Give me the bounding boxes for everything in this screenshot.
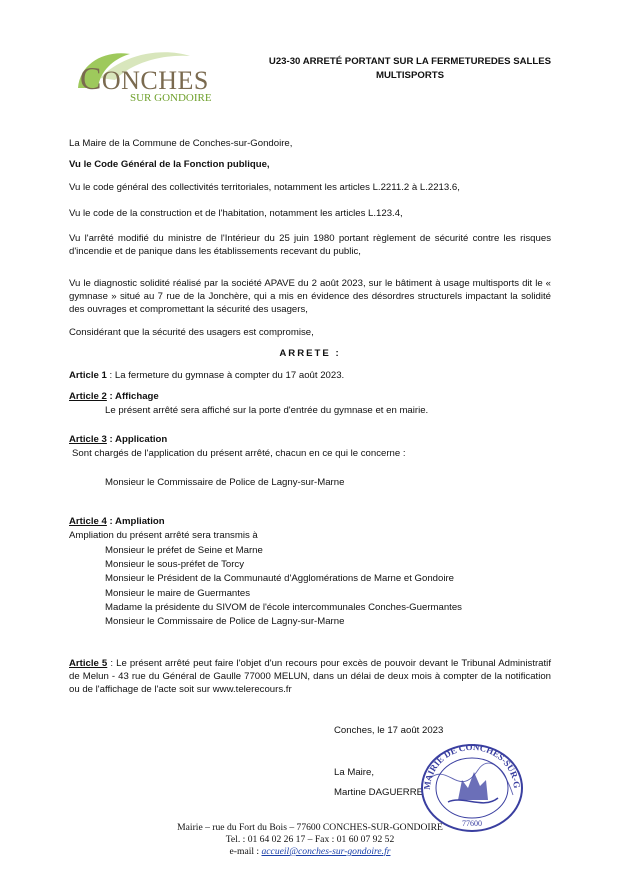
article-2-heading	[69, 390, 551, 403]
article-2-text: Le présent arrêté sera affiché sur la porte d'entrée du gymnase et en mairie.	[105, 405, 429, 416]
article-3-heading	[69, 433, 551, 446]
article-1-label: Article 1	[69, 370, 107, 381]
logo-initial: C	[80, 60, 102, 96]
considerant-3: Vu le code de la construction et de l'habitation, notamment les articles L.123.4,	[69, 208, 403, 219]
article-5-label: Article 5	[69, 658, 108, 669]
stamp-text: MAIRIE DE CONCHES-SUR-G	[421, 741, 523, 791]
article-1-text: : La fermeture du gymnase à compter du 17 août 2023.	[106, 370, 345, 381]
considerant-2: Vu le code général des collectivités territoriales, notamment les articles L.2211.2 à L.2213.6,	[69, 182, 460, 193]
article-4-label: Article 4	[69, 516, 107, 527]
article-3-recipient: Monsieur le Commissaire de Police de Lagny-sur-Marne	[105, 477, 345, 488]
stamp-code: 77600	[462, 819, 482, 828]
article-4-heading	[69, 515, 551, 528]
considerant-4: Vu l'arrêté modifié du ministre de l'Intérieur du 25 juin 1980 portant règlement de sécurité contre les risques d'incendie et de panique dans les établissements recevant du public,	[69, 233, 551, 257]
intro-text: La Maire de la Commune de Conches-sur-Gondoire,	[69, 138, 293, 149]
footer-email-label: e-mail :	[229, 846, 262, 857]
article-2-label: Article 2	[69, 391, 107, 402]
article-3-text: Sont chargés de l'application du présent arrêté, chacun en ce qui le concerne :	[72, 448, 406, 459]
article-4-title: : Ampliation	[106, 516, 165, 527]
footer-email-link[interactable]: accueil@conches-sur-gondoire.fr	[261, 846, 391, 857]
article-5-text: : Le présent arrêté peut faire l'objet d'un recours pour excès de pouvoir devant le Tribunal Administratif de Melun - 43 rue du Général de Gaulle 77000 MELUN, dans un délai de deux mois à compter de la notification ou de l'affichage de l'acte soit sur www.telerecours.fr	[69, 658, 551, 695]
footer-address: Mairie – rue du Fort du Bois – 77600 CONCHES-SUR-GONDOIRE	[177, 822, 443, 833]
considerant-6: Considérant que la sécurité des usagers est compromise,	[69, 327, 314, 338]
commune-logo	[70, 48, 230, 110]
considerant-5: Vu le diagnostic solidité réalisé par la société APAVE du 2 août 2023, sur le bâtiment à usage multisports dit le « gymnase » situé au 7 rue de la Jonchère, qui a mis en évidence des désordres structurels impactant la solidité des ouvrages et compromettant la sécurité des usagers,	[69, 278, 551, 315]
article-1	[69, 369, 551, 382]
signature-place-date: Conches, le 17 août 2023	[334, 725, 444, 736]
article-4-recipient-5: Madame la présidente du SIVOM de l'école intercommunales Conches-Guermantes	[105, 602, 462, 613]
article-5	[69, 657, 551, 696]
official-stamp	[418, 740, 526, 834]
article-4-recipient-1: Monsieur le préfet de Seine et Marne	[105, 545, 263, 556]
footer-email-line	[140, 846, 480, 858]
footer-phone: Tel. : 01 64 02 26 17 – Fax : 01 60 07 92 52	[225, 834, 395, 845]
article-4-recipient-2: Monsieur le sous-préfet de Torcy	[105, 559, 244, 570]
signature-name: Martine DAGUERRE	[334, 787, 424, 798]
article-4-recipient-4: Monsieur le maire de Guermantes	[105, 588, 251, 599]
article-3-label: Article 3	[69, 434, 107, 445]
considerant-1: Vu le Code Général de la Fonction publique,	[69, 159, 270, 170]
signature-role: La Maire,	[334, 767, 374, 778]
article-4-text: Ampliation du présent arrêté sera transmis à	[69, 530, 258, 541]
footer	[140, 822, 480, 858]
stamp-seal-icon	[418, 740, 526, 834]
logo-subtitle: SUR GONDOIRE	[130, 92, 212, 104]
title-line-1: U23-30 ARRETÉ PORTANT SUR LA FERMETUREDES SALLES	[268, 56, 552, 67]
document-title	[250, 55, 570, 83]
article-4-recipient-3: Monsieur le Président de la Communauté d'Agglomérations de Marne et Gondoire	[105, 573, 454, 584]
logo-name: ONCHES	[101, 66, 209, 95]
title-line-2: MULTISPORTS	[375, 70, 445, 81]
article-3-title: : Application	[106, 434, 168, 445]
arrete-heading: ARRETE :	[279, 348, 341, 359]
article-4-recipient-6: Monsieur le Commissaire de Police de Lagny-sur-Marne	[105, 616, 345, 627]
article-2-title: : Affichage	[106, 391, 159, 402]
